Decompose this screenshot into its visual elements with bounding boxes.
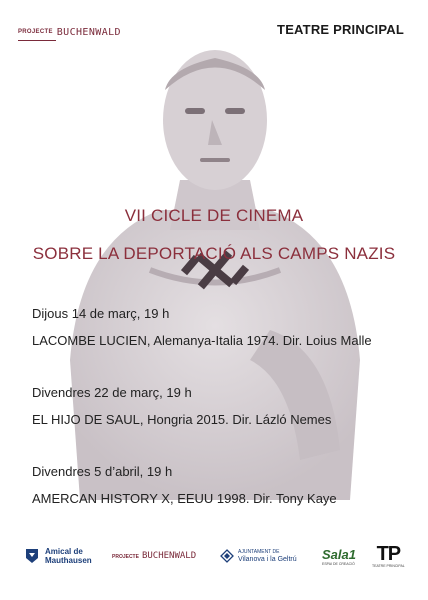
cycle-title-line1: VII CICLE DE CINEMA	[124, 206, 304, 225]
venue-name: TEATRE PRINCIPAL	[277, 22, 404, 37]
amical-line1: Amical de	[45, 547, 83, 556]
portrait-photo	[40, 30, 390, 500]
film-3-info: AMERCAN HISTORY X, EEUU 1998. Dir. Tony Kaye	[32, 491, 337, 506]
ajuntament-text	[238, 548, 297, 564]
sala1-logo	[322, 538, 356, 574]
footer-buchenwald-logo	[112, 538, 196, 574]
ajuntament-line2: Vilanova i la Geltrú	[238, 556, 297, 563]
amical-badge-icon	[24, 548, 40, 564]
tp-subtitle: TEATRE PRINCIPAL	[372, 564, 405, 568]
amical-mauthausen-logo	[24, 538, 92, 574]
cycle-title-line2: SOBRE LA DEPORTACIÓ ALS CAMPS NAZIS	[32, 244, 396, 263]
sala1-name: Sala1	[322, 546, 356, 562]
film-1-info: LACOMBE LUCIEN, Alemanya-Italia 1974. Dir. Loius Malle	[32, 333, 372, 348]
amical-line2: Mauthausen	[45, 556, 92, 565]
amical-text	[45, 547, 92, 565]
tp-initials: TP	[376, 543, 401, 565]
ajuntament-emblem-icon	[220, 549, 234, 563]
film-3-date: Divendres 5 d’abril, 19 h	[32, 464, 173, 479]
sala1-subtitle: ESPAI DE CREACIÓ	[322, 561, 355, 566]
film-1-date: Dijous 14 de març, 19 h	[32, 306, 170, 321]
ajuntament-logo	[220, 538, 297, 574]
film-2-date: Divendres 22 de març, 19 h	[32, 385, 192, 400]
footer-logo-name: BUCHENWALD	[141, 551, 197, 561]
teatre-principal-logo	[372, 538, 405, 574]
logo-name: BUCHENWALD	[56, 27, 121, 38]
ajuntament-line1: AJUNTAMENT DE	[238, 549, 280, 555]
film-2-info: EL HIJO DE SAUL, Hongria 2015. Dir. Lázló Nemes	[32, 412, 332, 427]
footer-logo-prefix: PROJECTE	[112, 554, 139, 560]
logo-prefix: PROJECTE	[18, 29, 53, 35]
sponsor-logos	[0, 538, 428, 574]
